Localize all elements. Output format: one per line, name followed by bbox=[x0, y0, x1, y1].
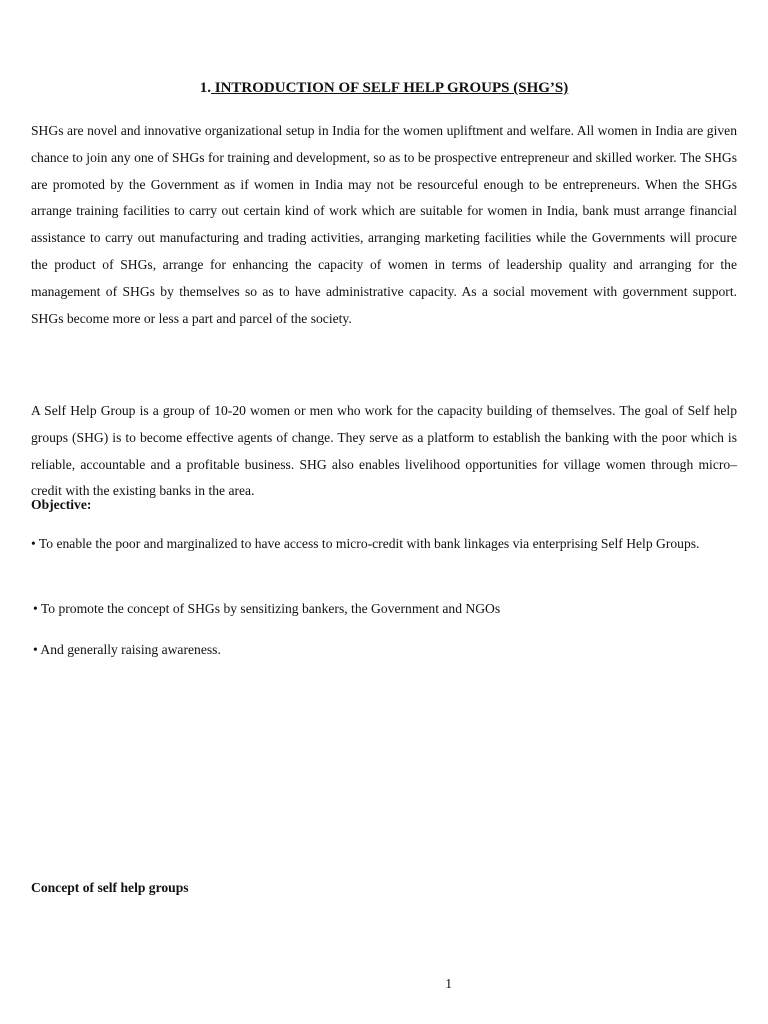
page-title bbox=[0, 78, 768, 98]
title-number: 1. bbox=[199, 80, 211, 96]
objective-bullet-2: • To promote the concept of SHGs by sensitizing bankers, the Government and NGOs bbox=[33, 601, 501, 616]
objective-bullet-1: • To enable the poor and marginalized to have access to micro-credit with bank linkages via enterprising Self Help Groups. bbox=[31, 536, 700, 551]
objective-heading: Objective: bbox=[31, 497, 92, 512]
paragraph-shg-intro: SHGs are novel and innovative organizational setup in India for the women upliftment and welfare. All women in India are given chance to join any one of SHGs for training and development, so as to be prospective entrepreneur and skilled worker. The SHGs are promoted by the Government as if women in India may not be resourceful enough to be entrepreneurs. When the SHGs arrange training facilities to carry out certain kind of work which are suitable for women in India, bank must arrange financial assistance to carry out manufacturing and trading activities, arranging marketing facilities while the Governments will procure the product of SHGs, arrange for enhancing the capacity of women in terms of leadership quality and arranging for the management of SHGs by themselves so as to have administrative capacity. As a social movement with government support. SHGs become more or less a part and parcel of the society. bbox=[31, 123, 737, 326]
title-text: INTRODUCTION OF SELF HELP GROUPS (SHG’S) bbox=[210, 80, 569, 96]
page-number: 1 bbox=[445, 976, 452, 991]
concept-heading: Concept of self help groups bbox=[31, 880, 189, 895]
paragraph-shg-definition: A Self Help Group is a group of 10-20 women or men who work for the capacity building of themselves. The goal of Self help groups (SHG) is to become effective agents of change. They serve as a platform to establish the banking with the poor which is reliable, accountable and a profitable business. SHG also enables livelihood opportunities for village women through micro–credit with the existing banks in the area. bbox=[31, 403, 737, 499]
objective-bullet-3: • And generally raising awareness. bbox=[33, 642, 221, 657]
